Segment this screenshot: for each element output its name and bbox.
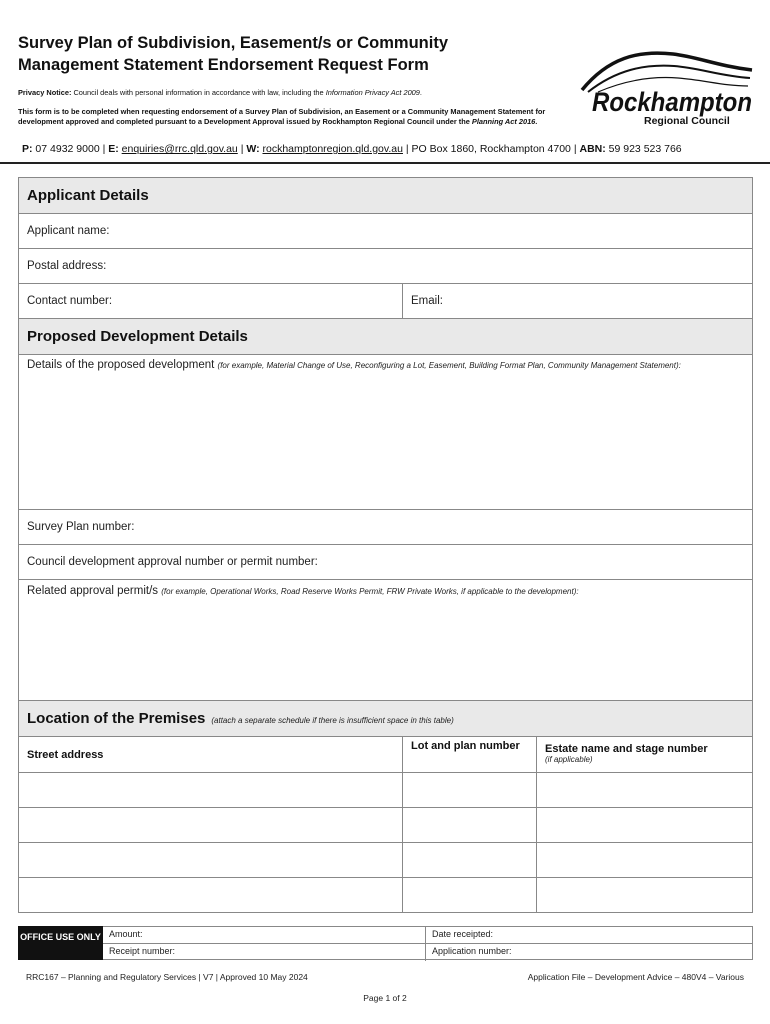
section-heading: Location of the Premises xyxy=(27,710,206,727)
related-approval-permits-field[interactable] xyxy=(19,580,752,701)
applicant-name-field[interactable] xyxy=(19,214,752,249)
footer-document-id: RRC167 – Planning and Regulatory Services | V7 | Approved 10 May 2024 xyxy=(26,972,308,982)
field-label: Council development approval number or permit number: xyxy=(27,556,318,568)
email-link[interactable]: enquiries@rrc.qld.gov.au xyxy=(121,143,238,155)
abn-label: ABN: xyxy=(579,143,606,155)
separator: | xyxy=(102,143,106,155)
field-label: Postal address: xyxy=(27,260,107,272)
field-hint: (for example, Material Change of Use, Reconfiguring a Lot, Easement, Building Format Plan, Community Management Statement): xyxy=(217,361,681,370)
table-row xyxy=(19,843,752,878)
street-address-cell[interactable] xyxy=(19,843,403,877)
header-divider xyxy=(0,162,770,164)
section-applicant-details xyxy=(19,178,752,214)
field-label-block xyxy=(19,355,752,380)
column-header-street xyxy=(19,737,403,772)
purpose-act: Planning Act 2016 xyxy=(471,116,536,126)
estate-stage-cell[interactable] xyxy=(537,773,752,807)
po-box: PO Box 1860, Rockhampton 4700 xyxy=(411,143,571,155)
privacy-end: . xyxy=(419,88,422,97)
website-link[interactable]: rockhamptonregion.qld.gov.au xyxy=(262,143,403,155)
column-title: Estate name and stage number xyxy=(545,743,708,755)
privacy-label: Privacy Notice: xyxy=(18,88,72,97)
field-label: Related approval permit/s xyxy=(27,585,159,597)
table-row xyxy=(19,773,752,808)
abn-number: 59 923 523 766 xyxy=(608,143,682,155)
privacy-notice xyxy=(18,88,578,98)
request-form xyxy=(18,177,753,913)
development-details-field[interactable] xyxy=(19,355,752,510)
application-number-field[interactable]: Application number: xyxy=(432,946,512,956)
section-note: (attach a separate schedule if there is insufficient space in this table) xyxy=(211,716,454,725)
contact-row xyxy=(19,284,752,319)
separator: | xyxy=(240,143,244,155)
separator: | xyxy=(573,143,577,155)
survey-plan-number-field[interactable] xyxy=(19,510,752,545)
street-address-cell[interactable] xyxy=(19,808,403,842)
email-field[interactable] xyxy=(403,284,752,318)
receipt-number-field[interactable]: Receipt number: xyxy=(103,944,426,961)
location-table-header xyxy=(19,737,752,773)
form-title-line2: Management Statement Endorsement Request Form xyxy=(18,56,429,74)
amount-field[interactable]: Amount: xyxy=(103,927,426,944)
email-label: E: xyxy=(108,143,119,155)
field-hint: (for example, Operational Works, Road Reserve Works Permit, FRW Private Works, if applicable to the development): xyxy=(161,587,579,596)
section-heading: Applicant Details xyxy=(27,187,149,204)
estate-stage-cell[interactable] xyxy=(537,808,752,842)
logo-wordmark: Rockhampton xyxy=(592,87,752,117)
contact-number-field[interactable] xyxy=(19,284,403,318)
column-title: Lot and plan number xyxy=(411,740,520,752)
field-label: Survey Plan number: xyxy=(27,521,135,533)
field-label: Applicant name: xyxy=(27,225,110,237)
street-address-cell[interactable] xyxy=(19,878,403,912)
privacy-act: Information Privacy Act 2009 xyxy=(325,88,420,97)
office-use-panel xyxy=(18,926,753,960)
column-hint: (if applicable) xyxy=(545,755,593,764)
form-title xyxy=(18,32,558,76)
purpose-text: This form is to be completed when requesting endorsement of a Survey Plan of Subdivision, an Easement or a Community Management Statement for development approved and completed pursuant to a Development Approval issued by Rockhampton Regional Council under the xyxy=(18,107,546,126)
lot-plan-cell[interactable] xyxy=(403,773,537,807)
footer-file-reference: Application File – Development Advice – 480V4 – Various xyxy=(527,972,744,982)
section-proposed-development xyxy=(19,319,752,355)
phone-number: 07 4932 9000 xyxy=(35,143,100,155)
section-location xyxy=(19,701,752,737)
lot-plan-cell[interactable] xyxy=(403,878,537,912)
column-header-estate xyxy=(537,737,752,772)
estate-stage-cell[interactable] xyxy=(537,878,752,912)
council-logo xyxy=(578,48,754,128)
privacy-text: Council deals with personal information in accordance with law, including the xyxy=(71,88,326,97)
column-header-lot xyxy=(403,737,537,772)
purpose-statement xyxy=(18,107,583,126)
table-row xyxy=(19,878,752,913)
field-label: Contact number: xyxy=(27,295,113,307)
field-label: Details of the proposed development xyxy=(27,359,215,371)
office-use-label: OFFICE USE ONLY xyxy=(18,926,103,960)
field-label: Email: xyxy=(411,295,443,307)
form-title-line1: Survey Plan of Subdivision, Easement/s or Community xyxy=(18,34,449,52)
section-heading: Proposed Development Details xyxy=(27,328,248,345)
phone-label: P: xyxy=(22,143,33,155)
street-address-cell[interactable] xyxy=(19,773,403,807)
postal-address-field[interactable] xyxy=(19,249,752,284)
date-receipted-field[interactable]: Date receipted: xyxy=(426,927,752,944)
web-label: W: xyxy=(246,143,260,155)
council-approval-number-field[interactable] xyxy=(19,545,752,580)
office-use-grid xyxy=(103,926,753,960)
estate-stage-cell[interactable] xyxy=(537,843,752,877)
logo-subtitle: Regional Council xyxy=(644,115,730,127)
lot-plan-cell[interactable] xyxy=(403,843,537,877)
field-label-block xyxy=(19,580,752,605)
lot-plan-cell[interactable] xyxy=(403,808,537,842)
contact-line xyxy=(22,143,762,155)
table-row xyxy=(19,808,752,843)
separator: | xyxy=(405,143,409,155)
purpose-end: . xyxy=(535,116,538,126)
page-number: Page 1 of 2 xyxy=(363,993,407,1003)
column-title: Street address xyxy=(27,749,104,761)
